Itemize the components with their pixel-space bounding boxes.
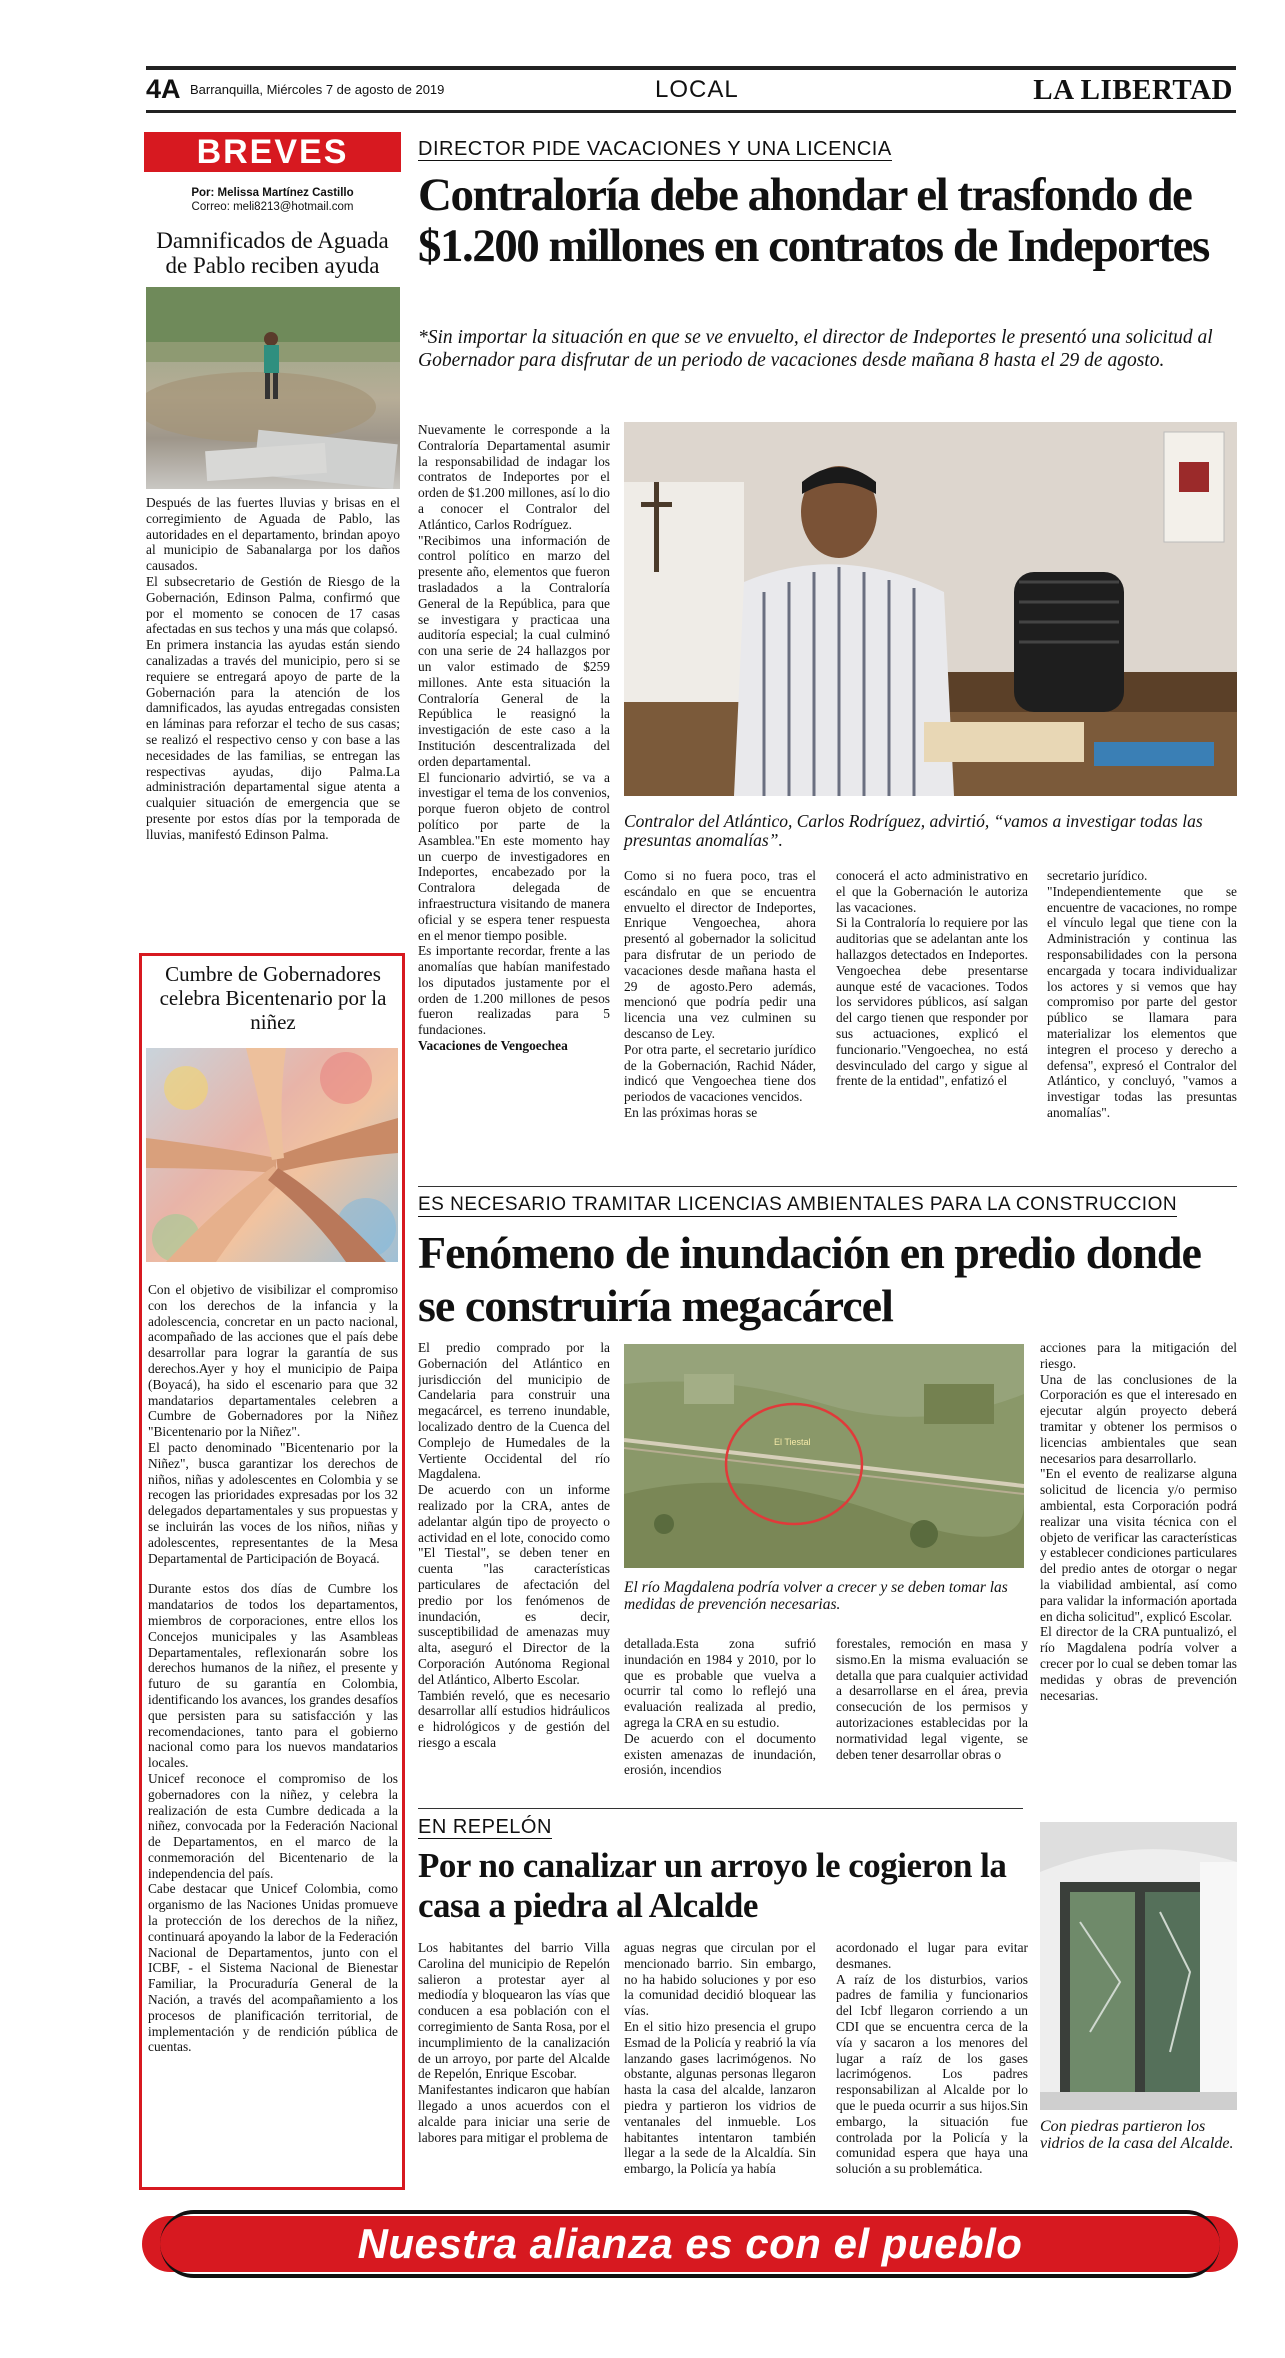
article1-photo bbox=[624, 422, 1237, 796]
article2-map-photo bbox=[624, 1344, 1024, 1568]
masthead: LA LIBERTAD bbox=[1033, 74, 1233, 106]
article2-headline: Fenómeno de inundación en predio donde se construiría megacárcel bbox=[418, 1227, 1201, 1331]
hands-together-illustration bbox=[146, 1048, 398, 1262]
article1-col1: Nuevamente le corresponde a la Contraloría Departamental asumir la responsabilidad de indagar los contratos de Indeportes por el orden de $1.200 millones, así lo dio a conocer el Contralor del Atlántico, Carlos Rodríguez. "Recibimos una información de control político en marzo del presente año, elementos que fueron trasladados a la Contraloría General de la República, para que se investigara y practicaa una auditoría especial; la cual culminó con una serie de 24 hallazgos por un valor estimado de $259 millones. Ante esta situación la Contraloría General de la República le reasignó la investigación de este caso a la Institución descentralizada del orden departamental. El funcionario advirtió, se va a investigar el tema de los convenios, porque fueron objeto de control político por parte de la Asamblea."En este momento hay un cuerpo de investigadores en Indeportes, encabezado por la Contralora delegada de infraestructura visitando de manera oficial y se espera tener respuesta en el menor tiempo posible. Es importante recordar, frente a las anomalías que habían manifestado los diputados justamente por el orden de 1.200 millones de pesos fueron realizadas para 5 fundaciones. Vacaciones de Vengoechea bbox=[418, 422, 610, 1054]
article1-caption: Contralor del Atlántico, Carlos Rodríguez, advirtió, “vamos a investigar todas las presuntas anomalías”. bbox=[624, 811, 1203, 850]
article2-kicker: ES NECESARIO TRAMITAR LICENCIAS AMBIENTALES PARA LA CONSTRUCCION bbox=[418, 1194, 1178, 1215]
brief2-body: Con el objetivo de visibilizar el compromiso con los derechos de la infancia y la adolescencia, concretar en un pacto nacional, acompañado de las acciones que el país debe desarrollar para lograr la garantía de sus derechos.Ayer y hoy el municipio de Paipa (Boyacá), ha sido el escenario para que 32 mandatarios departamentales celebren a Cumbre de Gobernadores por la Niñez "Bicentenario por la Niñez". El pacto denominado "Bicentenario por la Niñez", busca garantizar los derechos de niños, niñas y adolescentes en Colombia y se recogen las prioridades expresadas por los 32 delegados departamentales y sus propuestas y se incluirán las voces de los niños, niñas y adolescentes, representantes de la Mesa Departamental de Participación de Boyacá. Durante estos dos días de Cumbre los mandatarios de todos los departamentos, miembros de corporaciones, entre ellos los Concejos municipales y las Asambleas Departamentales, reflexionarán sobre los derechos humanos de la niñez, el presente y futuro de su garantía en Colombia, identificando los avances, los grandes desafíos que persisten para su satisfacción y las recomendaciones, tanto para el gobierno nacional como para los nuevos mandatarios locales. Unicef reconoce el compromiso de los gobernadores con la niñez, y celebra la realización de esta Cumbre dedicada a la niñez, convocada por la Federación Nacional de Departamentos, en el marco de la conmemoración del Bicentenario de la independencia del país. Cabe destacar que Unicef Colombia, como organismo de las Naciones Unidas promueve la protección de los derechos de la niñez, continuará apoyando la labor de la Federación Nacional de Departamentos, junto con el ICBF, - el Sistema Nacional de Bienestar Familiar, la Procuraduría General de la Nación, a través del acompañamiento a los procesos de planificación territorial, de implementación y de rendición pública de cuentas. bbox=[148, 1282, 398, 2055]
article3-kicker: EN REPELÓN bbox=[418, 1816, 552, 1838]
dateline: Barranquilla, Miércoles 7 de agosto de 2019 bbox=[190, 82, 445, 97]
flood-scene-illustration bbox=[146, 287, 400, 489]
article3-col3: acordonado el lugar para evitar desmanes. A raíz de los disturbios, varios padres de familia y funcionarios del Icbf llegaron corriendo a un CDI que se encuentra cerca de la vía y sacaron a los menores del lugar a raíz de los gases lacrimógenos. Los padres responsabilizan al Alcalde por lo que le pueda ocurrir a sus hijos.Sin embargo, la situación fue controlada por la Policía y la comunidad espera que haya una solución a su problemática. bbox=[836, 1940, 1028, 2177]
article1-col4: secretario jurídico. "Independientemente que se encuentre de vacaciones, no rompe el vínculo legal que tiene con la Administración y continua las responsabilidades con la persona encargada y tocara individualizar los actores y si vemos que hay compromiso por parte del gestor público se llamara para materializar los elementos que integren el proceso y derecho a defensa", expresó el Contralor del Atlántico, y concluyó, "vamos a investigar todas las presuntas anomalías". bbox=[1047, 868, 1237, 1120]
article1-divider bbox=[418, 1186, 1237, 1187]
banner-text: Nuestra alianza es con el pueblo bbox=[357, 2220, 1023, 2267]
section-label: LOCAL bbox=[655, 76, 739, 103]
breves-byline: Por: Melissa Martínez Castillo bbox=[191, 187, 354, 199]
article1-col3: conocerá el acto administrativo en el que la Gobernación le autoriza las vacaciones. Si la Contraloría lo requiere por las auditorias que se adelantan ante los hallazgos detectados en Indeportes. Vengoechea debe presentarse aunque esté de vacaciones. Todos los servidores públicos, así salgan del cargo tienen que responder por sus actuaciones, explicó el funcionario."Vengoechea, no está desvinculado del cargo y sigue al frente de la entidad", enfatizó el bbox=[836, 868, 1028, 1089]
brief2-title: Cumbre de Gobernadores celebra Bicentenario por la niñez bbox=[159, 962, 387, 1034]
brief1-photo bbox=[146, 287, 400, 489]
brief1-title: Damnificados de Aguada de Pablo reciben ayuda bbox=[156, 228, 389, 278]
article2-caption: El río Magdalena podría volver a crecer y se deben tomar las medidas de prevención necesarias. bbox=[624, 1579, 1008, 1613]
article1-kicker: DIRECTOR PIDE VACACIONES Y UNA LICENCIA bbox=[418, 138, 892, 160]
brief2-photo bbox=[146, 1048, 398, 1262]
broken-window-illustration bbox=[1040, 1822, 1237, 2110]
article1-subhead: Vacaciones de Vengoechea bbox=[418, 1038, 568, 1054]
breves-email: Correo: meli8213@hotmail.com bbox=[191, 201, 354, 213]
article3-headline: Por no canalizar un arroyo le cogieron la casa a piedra al Alcalde bbox=[418, 1846, 1007, 1925]
page-number: 4A bbox=[146, 74, 181, 104]
article1-headline: Contraloría debe ahondar el trasfondo de $1.200 millones en contratos de Indeportes bbox=[418, 169, 1209, 272]
footer-banner bbox=[142, 2204, 1238, 2284]
brief1-body: Después de las fuertes lluvias y brisas en el corregimiento de Aguada de Pablo, las autoridades en el departamento, brindan apoyo al municipio de Sabanalarga por los daños causados. El subsecretario de Gestión de Riesgo de la Gobernación, Edinson Palma, confirmó que por el momento se conocen de 17 casas afectadas en sus techos y una más que colapsó. En primera instancia las ayudas están siendo canalizadas a través del municipio, pero si se requiere se entregará apoyo de parte de la Gobernación para la atención de los damnificados, las ayudas entregadas consisten en láminas para reforzar el techo de sus casas; se realizó el respectivo censo y con base a las necesidades de las familias, se entregan las respectivas ayudas, dijo Palma.La administración departamental sigue atenta a cualquier situación de emergencia que se presente por estos días por la temporada de lluvias, manifestó Edinson Palma. bbox=[146, 495, 400, 842]
article2-col2: detallada.Esta zona sufrió inundación en 1984 y 2010, por lo que es probable que vuelva a ocurrir tal como lo reflejó una evaluación realizada al predio, agrega la CRA en su estudio. De acuerdo con el documento existen amenazas de inundación, erosión, incendios bbox=[624, 1636, 816, 1778]
article1-deck: *Sin importar la situación en que se ve envuelto, el director de Indeportes le presentó una solicitud al Gobernador para disfrutar de un periodo de vacaciones desde mañana 8 hasta el 29 de agosto. bbox=[418, 327, 1213, 371]
satellite-map-illustration bbox=[624, 1344, 1024, 1568]
breves-badge: BREVES bbox=[144, 132, 401, 172]
article2-col1: El predio comprado por la Gobernación del Atlántico en jurisdicción del municipio de Candelaria para construir una megacárcel, es terreno inundable, localizado dentro de la Cuenca del Complejo de Humedales de la Vertiente Occidental del río Magdalena. De acuerdo con un informe realizado por la CRA, antes de adelantar algún tipo de proyecto o actividad en el lote, conocido como "El Tiestal", se deben tener en cuenta "las características particulares de afectación del predio por los fenómenos de inundación, es decir, susceptibilidad de amenazas muy alta, aseguró el Director de la Corporación Autónoma Regional del Atlántico, Alberto Escolar. También reveló, que es necesario desarrollar allí estudios hidráulicos e hidrológicos y de gestión del riesgo a escala bbox=[418, 1340, 610, 1750]
article2-col3: forestales, remoción en masa y sismo.En la misma evaluación se detalla que para cualquier actividad a desarrollarse en el área, previa consecución de los permisos y autorizaciones establecidas por la normatividad legal vigente, se deben tener desarrollar obras o bbox=[836, 1636, 1028, 1762]
map-label: El Tiestal bbox=[774, 1437, 811, 1447]
article2-divider bbox=[418, 1808, 1023, 1809]
article3-caption: Con piedras partieron los vidrios de la casa del Alcalde. bbox=[1040, 2118, 1234, 2152]
official-at-desk-illustration bbox=[624, 422, 1237, 796]
header-top-rule bbox=[146, 66, 1236, 70]
article3-photo bbox=[1040, 1822, 1237, 2110]
article2-col4: acciones para la mitigación del riesgo. Una de las conclusiones de la Corporación es que el interesado en ejecutar algún proyecto deberá tramitar y obtener los permisos o licencias ambientales que sean necesarios para desarrollarlo. "En el evento de realizarse alguna solicitud de licencia y/o permiso ambiental, esta Corporación podrá realizar una visita técnica con el objeto de verificar las características y establecer condiciones particulares del predio antes de otorgar o negar la viabilidad ambiental, así como para validar la información aportada en dicha solicitud", explicó Escolar. El director de la CRA puntualizó, el río Magdalena podría volver a crecer por lo cual se deben tomar las medidas y obras de prevención necesarias. bbox=[1040, 1340, 1237, 1703]
article3-col1: Los habitantes del barrio Villa Carolina del municipio de Repelón salieron a protestar ayer al mediodía y bloquearon las vías que conducen a esa población con el corregimiento de Santa Rosa, por el incumplimiento de la canalización de un arroyo, por parte del Alcalde de Repelón, Enrique Escobar. Manifestantes indicaron que habían llegado a unos acuerdos con el alcalde para iniciar una serie de labores para mitigar el problema de bbox=[418, 1940, 610, 2145]
article3-col2: aguas negras que circulan por el mencionado barrio. Sin embargo, no ha habido soluciones y por eso la comunidad decidió bloquear las vías. En el sitio hizo presencia el grupo Esmad de la Policía y reabrió la vía lanzando gases lacrimógenos. No obstante, algunas personas llegaron hasta la casa del alcalde, lanzaron piedra y partieron los vidrios de ventanales del inmueble. Los habitantes intentaron también llegar a la sede de la Alcaldía. Sin embargo, la Policía ya había bbox=[624, 1940, 816, 2177]
header-bottom-rule bbox=[146, 110, 1236, 113]
article1-col2: Como si no fuera poco, tras el escándalo en que se encuentra envuelto el director de Indeportes, Enrique Vengoechea, ahora presentó al gobernador la solicitud para disfrutar de un periodo de vacaciones desde mañana hasta el 29 de agosto.Pero además, mencionó que podría pedir una licencia una vez culminen su descanso de Ley. Por otra parte, el secretario jurídico de la Gobernación, Rachid Náder, indicó que Vengoechea tiene dos periodos de vacaciones vencidos. En las próximas horas se bbox=[624, 868, 816, 1120]
